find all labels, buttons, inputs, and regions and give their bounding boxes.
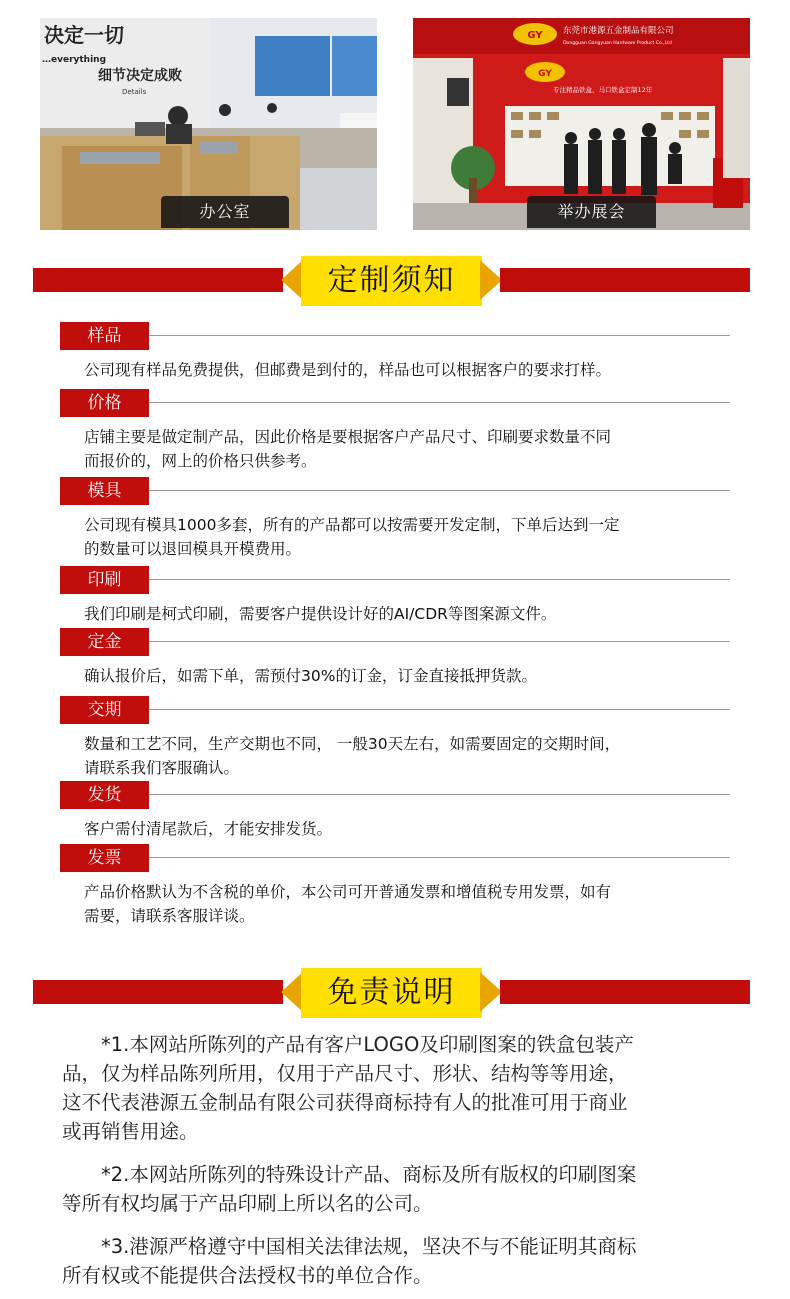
expo-photo xyxy=(413,18,750,230)
banner-accent-left xyxy=(281,972,303,1012)
notice-line: 公司现有模具1000多套，所有的产品都可以按需要开发定制，下单后达到一定 xyxy=(84,516,620,534)
office-wall-motto: 细节决定成败 xyxy=(98,68,182,84)
divider xyxy=(149,490,730,491)
disclaimer-line: 所有权或不能提供合法授权书的单位合作。 xyxy=(62,1264,433,1287)
expo-company-en: Dongguan Gangyuan Hardware Product Co.,Ltd xyxy=(563,41,672,46)
notice-text xyxy=(84,513,734,561)
office-photo xyxy=(40,18,377,230)
office-wall-slogan: 决定一切 xyxy=(44,23,124,47)
expo-caption: 举办展会 xyxy=(527,196,656,228)
disclaimer-paragraph-2 xyxy=(62,1160,712,1218)
disclaimer-line: 这不代表港源五金制品有限公司获得商标持有人的批准可用于商业 xyxy=(62,1091,628,1114)
notice-tag: 模具 xyxy=(60,477,149,505)
notice-tag: 价格 xyxy=(60,389,149,417)
notice-tag: 定金 xyxy=(60,628,149,656)
notice-line: 店铺主要是做定制产品，因此价格是要根据客户产品尺寸、印刷要求数量不同 xyxy=(84,428,612,446)
notice-item-mould xyxy=(60,477,730,561)
divider xyxy=(149,857,730,858)
notice-tag: 印刷 xyxy=(60,566,149,594)
expo-slogan: 专注精品铁盒、马口铁盒定制12年 xyxy=(553,86,653,94)
divider xyxy=(149,794,730,795)
notice-line: 我们印刷是柯式印刷，需要客户提供设计好的AI/CDR等图案源文件。 xyxy=(84,605,557,623)
notice-text xyxy=(84,358,734,382)
disclaimer-line: *1.本网站所陈列的产品有客户LOGO及印刷图案的铁盒包装产 xyxy=(101,1033,634,1056)
notice-item-invoice xyxy=(60,844,730,928)
notice-item-printing xyxy=(60,566,730,626)
notice-title: 定制须知 xyxy=(301,256,482,306)
notice-tag: 发货 xyxy=(60,781,149,809)
notice-item-price xyxy=(60,389,730,473)
divider xyxy=(149,709,730,710)
notice-tag: 交期 xyxy=(60,696,149,724)
notice-line: 数量和工艺不同，生产交期也不同， 一般30天左右，如需要固定的交期时间， xyxy=(84,735,621,753)
notice-line: 需要，请联系客服详谈。 xyxy=(84,907,255,925)
notice-text xyxy=(84,817,734,841)
notice-item-deposit xyxy=(60,628,730,688)
notice-text xyxy=(84,880,734,928)
banner-accent-right xyxy=(480,972,502,1012)
notice-tag: 发票 xyxy=(60,844,149,872)
expo-logo-text-2: GY xyxy=(538,69,552,79)
divider xyxy=(149,335,730,336)
notice-line: 客户需付清尾款后，才能安排发货。 xyxy=(84,820,333,838)
notice-item-sample xyxy=(60,322,730,382)
banner-bar-left xyxy=(33,268,283,292)
banner-bar-right xyxy=(500,980,750,1004)
divider xyxy=(149,579,730,580)
notice-line: 请联系我们客服确认。 xyxy=(84,759,240,777)
banner-bar-left xyxy=(33,980,283,1004)
divider xyxy=(149,402,730,403)
notice-item-leadtime xyxy=(60,696,730,780)
disclaimer-line: 等所有权均属于产品印刷上所以名的公司。 xyxy=(62,1192,433,1215)
disclaimer-line: 品，仅为样品陈列所用，仅用于产品尺寸、形状、结构等等用途， xyxy=(62,1062,628,1085)
notice-item-shipping xyxy=(60,781,730,841)
banner-bar-right xyxy=(500,268,750,292)
notice-line: 确认报价后，如需下单，需预付30%的订金，订金直接抵押货款。 xyxy=(84,667,537,685)
notice-text xyxy=(84,664,734,688)
office-caption: 办公室 xyxy=(161,196,289,228)
notice-line: 的数量可以退回模具开模费用。 xyxy=(84,540,302,558)
notice-banner xyxy=(33,256,750,306)
disclaimer-line: *2.本网站所陈列的特殊设计产品、商标及所有版权的印刷图案 xyxy=(101,1163,637,1186)
disclaimer-paragraph-1 xyxy=(62,1030,712,1146)
banner-accent-left xyxy=(281,260,303,300)
office-wall-english: …everything xyxy=(42,55,107,65)
expo-company-cn: 东莞市港源五金制品有限公司 xyxy=(563,26,674,36)
expo-logo-text: GY xyxy=(527,30,543,41)
divider xyxy=(149,641,730,642)
notice-line: 产品价格默认为不含税的单价，本公司可开普通发票和增值税专用发票，如有 xyxy=(84,883,612,901)
disclaimer-title: 免责说明 xyxy=(301,968,482,1018)
notice-text xyxy=(84,602,734,626)
notice-text xyxy=(84,425,734,473)
notice-tag: 样品 xyxy=(60,322,149,350)
banner-accent-right xyxy=(480,260,502,300)
notice-line: 公司现有样品免费提供，但邮费是到付的，样品也可以根据客户的要求打样。 xyxy=(84,361,612,379)
disclaimer-line: 或再销售用途。 xyxy=(62,1120,199,1143)
office-wall-details: Details xyxy=(122,88,147,96)
notice-line: 而报价的，网上的价格只供参考。 xyxy=(84,452,317,470)
notice-text xyxy=(84,732,734,780)
disclaimer-paragraph-3 xyxy=(62,1232,712,1290)
disclaimer-line: *3.港源严格遵守中国相关法律法规，坚决不与不能证明其商标 xyxy=(101,1235,637,1258)
disclaimer-banner xyxy=(33,968,750,1018)
